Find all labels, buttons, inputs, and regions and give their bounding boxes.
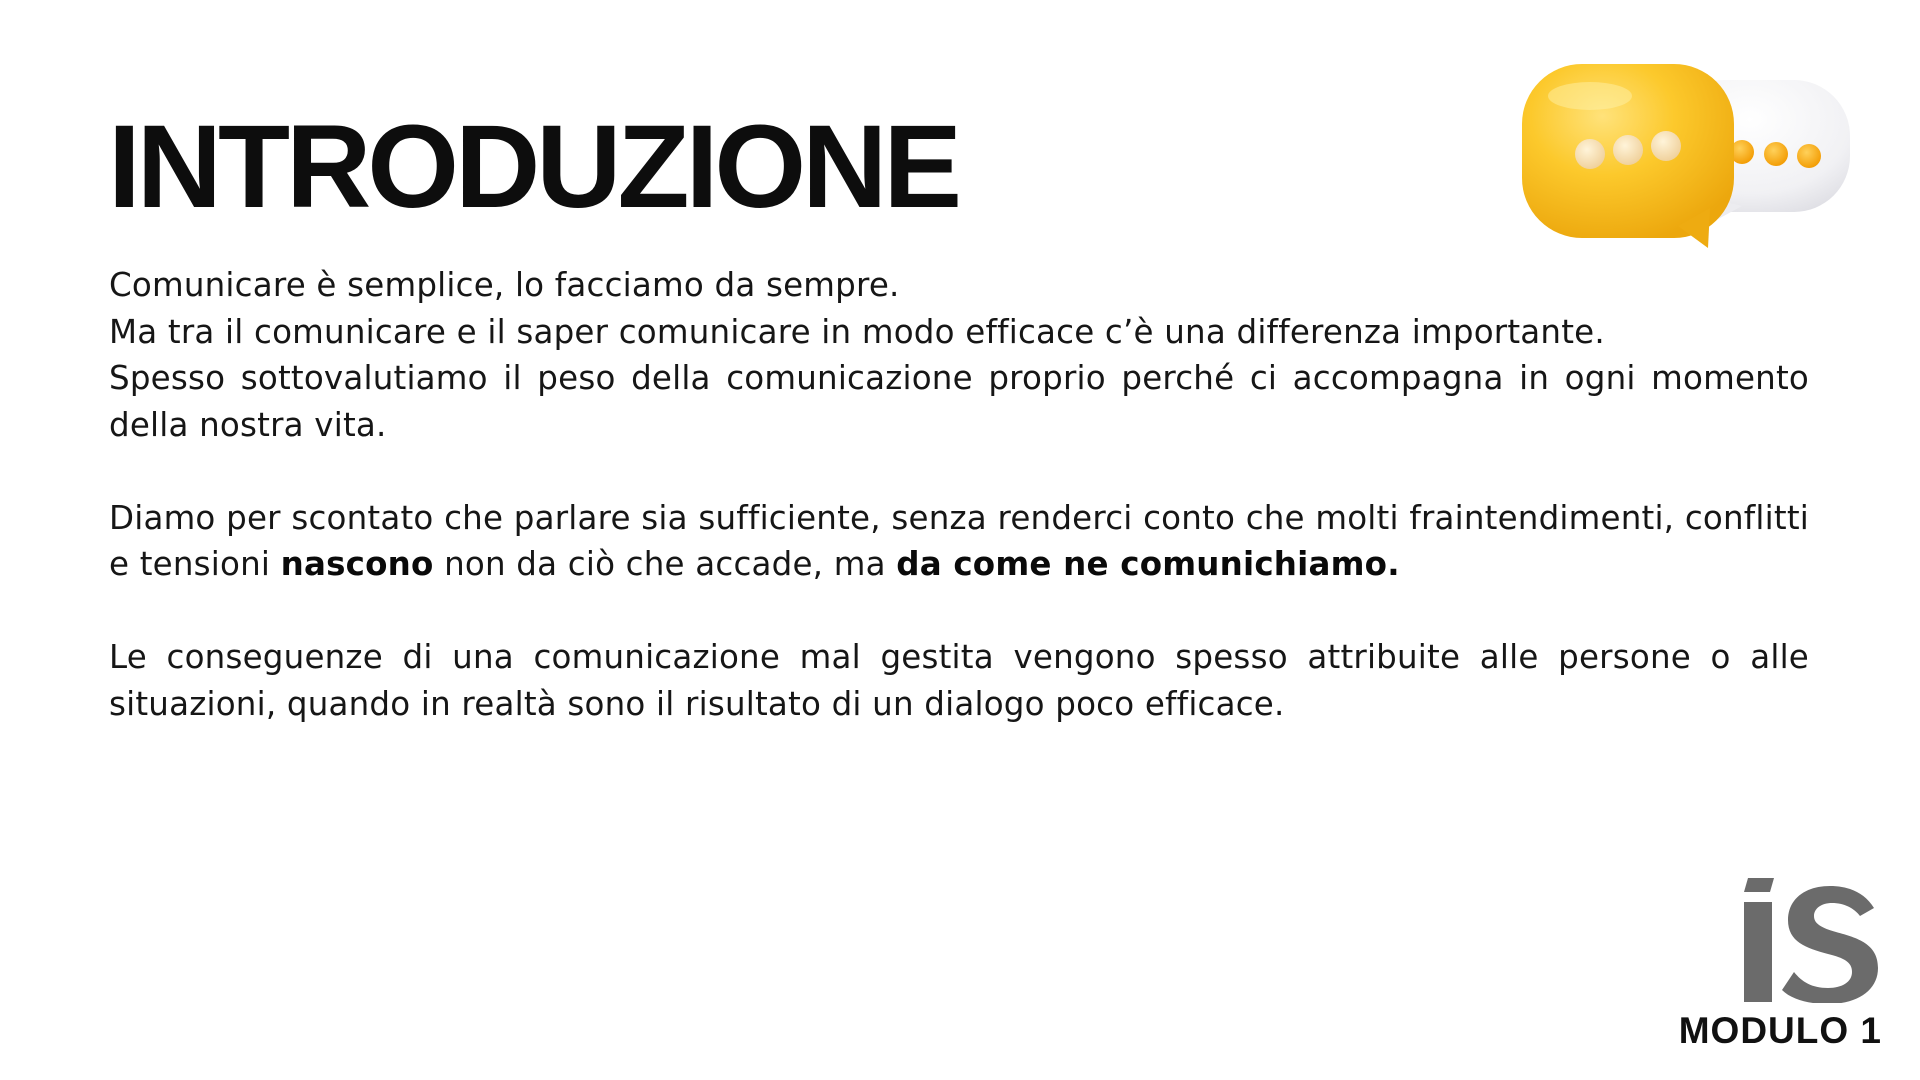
paragraph-2-bold-2: da come ne comunichiamo.: [896, 545, 1400, 583]
chat-bubbles-icon: [1510, 58, 1860, 258]
slide-title: INTRODUZIONE: [108, 101, 959, 233]
paragraph-2: [109, 495, 1809, 588]
paragraph-1-line-3: Spesso sottovalutiamo il peso della comunicazione proprio perché ci accompagna in ogni momento della nostra vita.: [109, 359, 1809, 444]
paragraph-2-text-1: Diamo per scontato che parlare sia sufficiente, senza renderci conto che molti fraintendimenti, conflitti e tensioni: [109, 498, 1809, 583]
paragraph-1-line-2: Ma tra il comunicare e il saper comunicare in modo efficace c’è una differenza importante.: [109, 312, 1605, 351]
body-text: [109, 262, 1809, 727]
paragraph-1: [109, 262, 1809, 448]
paragraph-1-line-1: Comunicare è semplice, lo facciamo da sempre.: [109, 266, 900, 304]
module-label: MODULO 1: [1678, 1010, 1882, 1051]
paragraph-2-text-2: non da ciò che accade, ma: [433, 545, 897, 583]
paragraph-3: Le conseguenze di una comunicazione mal gestita vengono spesso attribuite alle persone o alle situazioni, quando in realtà sono il risultato di un dialogo poco efficace.: [109, 638, 1809, 723]
paragraph-2-bold-1: nascono: [280, 545, 434, 583]
is-logo-icon: [1736, 878, 1886, 1003]
